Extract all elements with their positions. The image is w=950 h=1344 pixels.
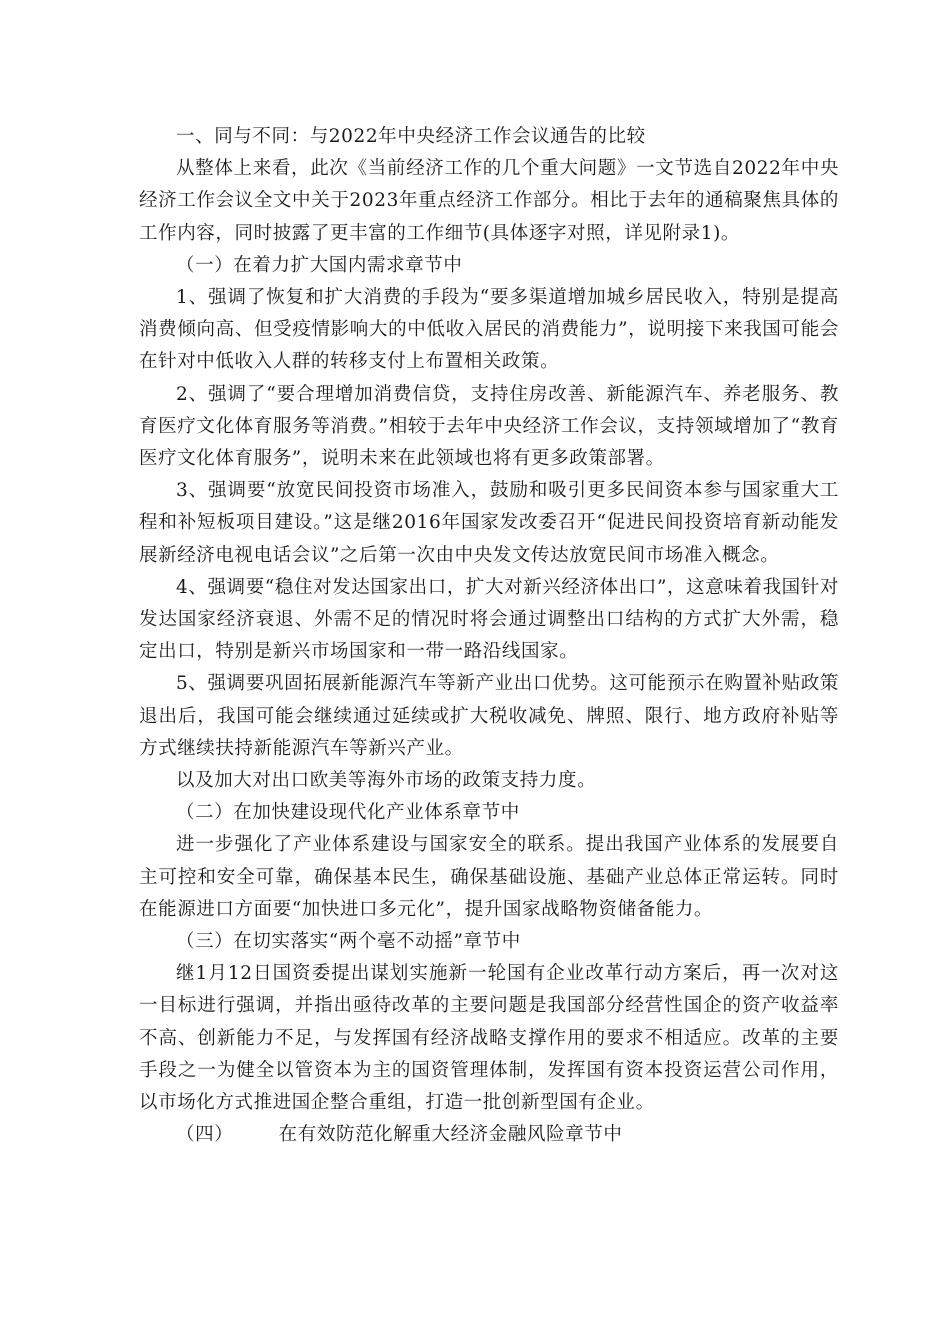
paragraph: 以及加大对出口欧美等海外市场的政策支持力度。 — [176, 770, 597, 792]
paragraph: 继1月12日国资委提出谋划实施新一轮国有企业改革行动方案后，再一次对这一目标进行强调，并指出亟待改革的主要问题是我国部分经营性国企的资产收益率不高、创新能力不足，与发挥国有经济战略支撑作用的要求不相适应。改革的主要手段之一为健全以管资本为主的国资管理体制，发挥国有资本投资运营公司作用，以市场化方式推进国企整合重组，打造一批创新型国有企业。 — [139, 963, 839, 1114]
paragraph: 1、强调了恢复和扩大消费的手段为“要多渠道增加城乡居民收入，特别是提高消费倾向高、但受疫情影响大的中低收入居民的消费能力”，说明接下来我国可能会在针对中低收入人群的转移支付上布置相关政策。 — [139, 287, 839, 373]
subsection-heading: （二）在加快建设现代化产业体系章节中 — [176, 802, 520, 824]
paragraph: 3、强调要“放宽民间投资市场准入，鼓励和吸引更多民间资本参与国家重大工程和补短板项目建设。”这是继2016年国家发改委召开“促进民间投资培育新动能发展新经济电视电话会议”之后第一次由中央发文传达放宽民间市场准入概念。 — [139, 480, 839, 566]
paragraph: 从整体上来看，此次《当前经济工作的几个重大问题》一文节选自2022年中央经济工作会议全文中关于2023年重点经济工作部分。相比于去年的通稿聚焦具体的工作内容，同时披露了更丰富的工作细节(具体逐字对照，详见附录1)。 — [139, 158, 839, 244]
paragraph: 2、强调了“要合理增加消费信贷，支持住房改善、新能源汽车、养老服务、教育医疗文化体育服务等消费。”相较于去年中央经济工作会议，支持领域增加了“教育医疗文化体育服务”，说明未来在此领域也将有更多政策部署。 — [139, 383, 839, 470]
subsection-heading: （三）在切实落实“两个毫不动摇”章节中 — [176, 931, 521, 953]
paragraph: 进一步强化了产业体系建设与国家安全的联系。提出我国产业体系的发展要自主可控和安全可靠，确保基本民生，确保基础设施、基础产业总体正常运转。同时在能源进口方面要“加快进口多元化”，提升国家战略物资储备能力。 — [139, 834, 839, 920]
subsection-heading: （四） 在有效防范化解重大经济金融风险章节中 — [176, 1124, 623, 1146]
paragraph: 4、强调要“稳住对发达国家出口，扩大对新兴经济体出口”，这意味着我国针对发达国家经济衰退、外需不足的情况时将会通过调整出口结构的方式扩大外需，稳定出口，特别是新兴市场国家和一带一路沿线国家。 — [139, 576, 839, 663]
subsection-heading: （一）在着力扩大国内需求章节中 — [176, 254, 463, 276]
section-heading: 一、同与不同：与2022年中央经济工作会议通告的比较 — [176, 126, 646, 147]
document-body — [139, 121, 839, 1152]
paragraph: 5、强调要巩固拓展新能源汽车等新产业出口优势。这可能预示在购置补贴政策退出后，我国可能会继续通过延续或扩大税收减免、牌照、限行、地方政府补贴等方式继续扶持新能源汽车等新兴产业。 — [139, 673, 839, 759]
